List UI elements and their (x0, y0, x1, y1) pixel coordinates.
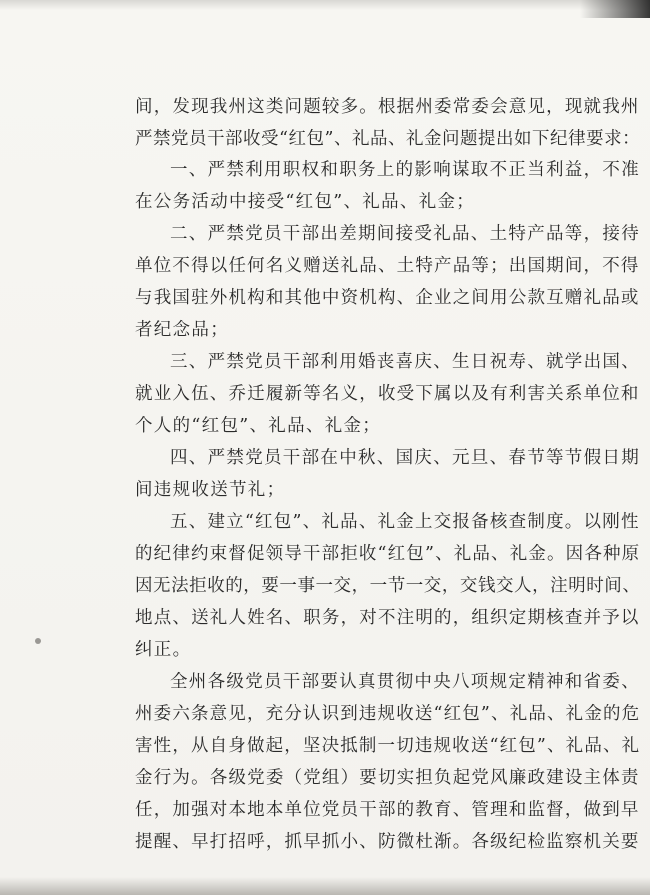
text-line: 间，发现我州这类问题较多。根据州委常委会意见，现就我州 (135, 97, 640, 117)
text-line: 在公务活动中接受“红包”、礼品、礼金； (135, 192, 476, 212)
text-line: 严禁党员干部收受“红包”、礼品、礼金问题提出如下纪律要求： (135, 129, 641, 149)
text-line: 者纪念品； (135, 320, 229, 340)
text-line: 单位不得以任何名义赠送礼品、土特产品等；出国期间，不得 (135, 256, 640, 276)
text-line: 四、严禁党员干部在中秋、国庆、元旦、春节等节假日期 (170, 448, 640, 468)
text-line: 任，加强对本地本单位党员干部的教育、管理和监督，做到早 (135, 800, 640, 820)
scan-top-edge (0, 0, 650, 10)
text-line: 五、建立“红包”、礼品、礼金上交报备核查制度。以刚性 (170, 512, 640, 532)
text-line: 金行为。各级党委（党组）要切实担负起党风廉政建设主体责 (135, 768, 640, 788)
text-line: 就业入伍、乔迁履新等名义，收受下属以及有利害关系单位和 (135, 384, 640, 404)
scan-corner-shadow (580, 0, 650, 18)
scan-bottom-edge (0, 877, 650, 895)
binding-hole-mark (35, 638, 41, 644)
text-line: 一、严禁利用职权和职务上的影响谋取不正当利益，不准 (170, 160, 640, 180)
text-line: 因无法拒收的，要一事一交，一节一交，交钱交人，注明时间、 (135, 576, 641, 596)
text-line: 二、严禁党员干部出差期间接受礼品、土特产品等，接待 (170, 224, 640, 244)
text-line: 纠正。 (135, 640, 192, 660)
text-line: 三、严禁党员干部利用婚丧喜庆、生日祝寿、就学出国、 (170, 352, 640, 372)
text-line: 间违规收送节礼； (135, 480, 286, 500)
text-line: 个人的“红包”、礼品、礼金； (135, 416, 382, 436)
text-line: 全州各级党员干部要认真贯彻中央八项规定精神和省委、 (170, 672, 640, 692)
text-line: 的纪律约束督促领导干部拒收“红包”、礼品、礼金。因各种原 (135, 544, 641, 564)
text-line: 与我国驻外机构和其他中资机构、企业之间用公款互赠礼品或 (135, 288, 640, 308)
text-line: 害性，从自身做起，坚决抵制一切违规收送“红包”、礼品、礼 (135, 736, 641, 756)
text-line: 提醒、早打招呼，抓早抓小、防微杜渐。各级纪检监察机关要 (135, 832, 640, 852)
text-line: 州委六条意见，充分认识到违规收送“红包”、礼品、礼金的危 (135, 704, 641, 724)
text-line: 地点、送礼人姓名、职务，对不注明的，组织定期核查并予以 (135, 608, 640, 628)
